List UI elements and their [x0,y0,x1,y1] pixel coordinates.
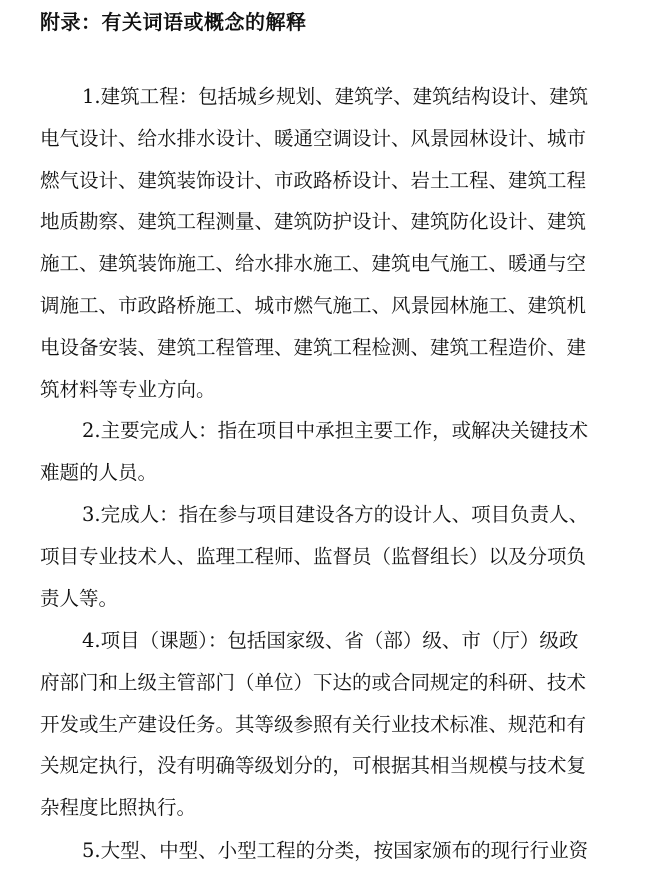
paragraph-line: 电设备安装、建筑工程管理、建筑工程检测、建筑工程造价、建 [40,335,587,359]
paragraph-1-construction-engineering [40,76,640,410]
paragraph-line: 调施工、市政路桥施工、城市燃气施工、风景园林施工、建筑机 [40,293,587,317]
paragraph-line: 府部门和上级主管部门（单位）下达的或合同规定的科研、技术 [40,670,587,694]
paragraph-5-engineering-scale [40,830,640,872]
paragraph-line: 3.完成人：指在参与项目建设各方的设计人、项目负责人、 [82,503,589,526]
paragraph-line: 开发或生产建设任务。其等级参照有关行业技术标准、规范和有 [40,712,587,736]
paragraph-line: 电气设计、给水排水设计、暖通空调设计、风景园林设计、城市 [40,126,587,150]
paragraph-line: 地质勘察、建筑工程测量、建筑防护设计、建筑防化设计、建筑 [40,210,587,234]
paragraph-line: 施工、建筑装饰施工、给水排水施工、建筑电气施工、暖通与空 [40,252,587,276]
paragraph-line: 关规定执行，没有明确等级划分的，可根据其相当规模与技术复 [40,754,587,778]
paragraph-line: 筑材料等专业方向。 [40,377,216,401]
paragraph-line: 1.建筑工程：包括城乡规划、建筑学、建筑结构设计、建筑 [82,85,589,108]
paragraph-line: 责人等。 [40,586,119,610]
paragraph-line: 项目专业技术人、监理工程师、监督员（监督组长）以及分项负 [40,544,587,568]
appendix-heading: 附录：有关词语或概念的解释 [40,10,307,34]
paragraph-line: 杂程度比照执行。 [40,796,197,820]
paragraph-line: 5.大型、中型、小型工程的分类，按国家颁布的现行行业资 [82,839,589,862]
paragraph-line: 4.项目（课题）：包括国家级、省（部）级、市（厅）级政 [82,629,579,652]
paragraph-line: 难题的人员。 [40,460,158,484]
paragraph-4-project [40,620,640,829]
paragraph-3-contributor [40,494,640,619]
paragraph-line: 2.主要完成人：指在项目中承担主要工作，或解决关键技术 [82,419,589,442]
paragraph-line: 燃气设计、建筑装饰设计、市政路桥设计、岩土工程、建筑工程 [40,168,587,192]
paragraph-2-main-contributor [40,410,640,494]
